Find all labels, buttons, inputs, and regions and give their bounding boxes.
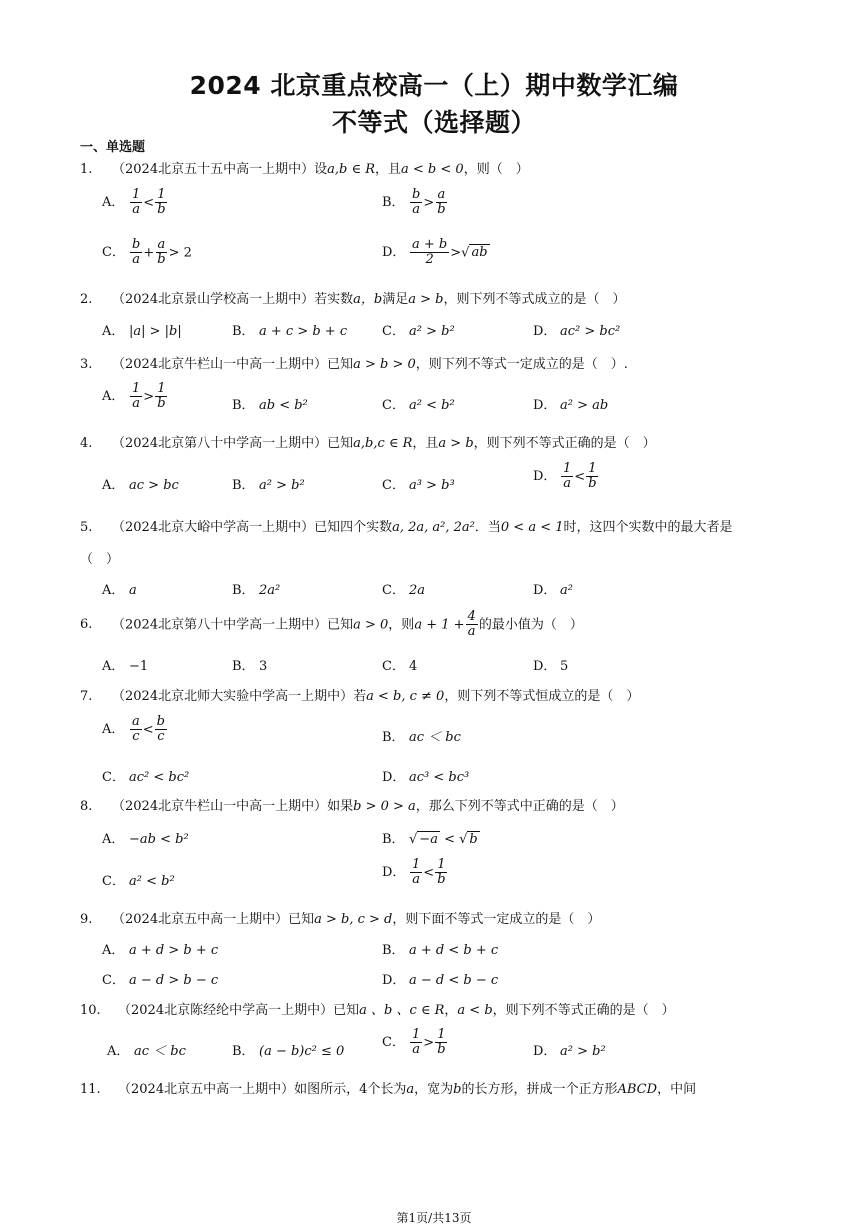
question-5: 5. （2024北京大峪中学高一上期中）已知四个实数a, 2a, a², 2a²．当0 < a < 1时，这四个实数中的最大者是 (80, 520, 733, 535)
q4-option-b: B． a² > b² (232, 478, 305, 493)
question-3: 3. （2024北京牛栏山一中高一上期中）已知a > b > 0，则下列不等式一定成立的是（ ）. (80, 357, 628, 372)
question-4: 4. （2024北京第八十中学高一上期中）已知a,b,c ∈ R，且a > b，则下列不等式正确的是（ ） (80, 436, 656, 451)
q3-option-b: B． ab < b² (232, 398, 308, 413)
q8-option-a: A． −ab < b² (102, 832, 189, 847)
q2-option-b: B． a + c > b + c (232, 324, 348, 339)
question-10: 10. （2024北京陈经纶中学高一上期中）已知a 、b 、c ∈ R，a < b，则下列不等式正确的是（ ） (80, 1003, 675, 1018)
q7-option-a: A． $\frac{a}{c}$ < $\frac{b}{c}$ (102, 714, 165, 745)
q10-option-b: B． (a − b)c² ≤ 0 (232, 1044, 345, 1059)
q7-option-c: C． ac² < bc² (102, 770, 190, 785)
q1-option-d: D． $\frac{a + b}{2}$ >√ ab (382, 237, 488, 268)
q7-option-b: B． ac ＜ bc (382, 730, 461, 745)
q9-option-d: D． a − d < b − c (382, 973, 499, 988)
q8-option-b: B． √ −a < √ b (382, 832, 478, 847)
question-1: 1. （2024北京五十五中高一上期中）设a,b ∈ R，且a < b < 0，则（ ） (80, 162, 529, 177)
q5-answer-paren: （ ） (80, 552, 120, 567)
q2-option-d: D． ac² > bc² (533, 324, 621, 339)
question-9: 9. （2024北京五中高一上期中）已知a > b, c > d，则下面不等式一定成立的是（ ） (80, 912, 601, 927)
q3-option-d: D． a² > ab (533, 398, 609, 413)
question-8: 8. （2024北京牛栏山一中高一上期中）如果b > 0 > a，那么下列不等式中正确的是（ ） (80, 799, 624, 814)
q2-option-a: A． |a| > |b| (102, 324, 182, 339)
document-title: 2024 北京重点校高一（上）期中数学汇编 (189, 71, 679, 100)
q8-option-c: C． a² < b² (102, 874, 175, 889)
section-heading: 一、单选题 (80, 140, 146, 155)
page-footer: 第1页/共13页 (396, 1211, 472, 1225)
q2-option-c: C． a² > b² (382, 324, 455, 339)
question-2: 2. （2024北京景山学校高一上期中）若实数a，b满足a > b，则下列不等式成立的是（ ） (80, 292, 626, 307)
q1-option-b: B． $\frac{b}{a}$ > $\frac{a}{b}$ (382, 187, 446, 218)
q9-option-c: C． a − d > b − c (102, 973, 219, 988)
q3-option-c: C． a² < b² (382, 398, 455, 413)
q9-option-b: B． a + d < b + c (382, 943, 499, 958)
q10-option-d: D． a² > b² (533, 1044, 606, 1059)
q6-option-b: B． 3 (232, 659, 268, 674)
q6-option-d: D． 5 (533, 659, 569, 674)
q9-option-a: A． a + d > b + c (102, 943, 219, 958)
q1-option-a: A． $\frac{1}{a}$ < $\frac{1}{b}$ (102, 187, 166, 218)
q4-option-c: C． a³ > b³ (382, 478, 455, 493)
document-subtitle: 不等式（选择题） (331, 108, 536, 137)
q5-option-a: A． a (102, 583, 137, 598)
q5-option-d: D． a² (533, 583, 573, 598)
q3-option-a: A． $\frac{1}{a}$ > $\frac{1}{b}$ (102, 381, 166, 412)
q4-option-d: D． $\frac{1}{a}$ < $\frac{1}{b}$ (533, 461, 597, 492)
q8-option-d: D． $\frac{1}{a}$ < $\frac{1}{b}$ (382, 857, 446, 888)
q5-option-c: C． 2a (382, 583, 426, 598)
q10-option-a: A． ac ＜ bc (107, 1044, 186, 1059)
q6-option-c: C． 4 (382, 659, 418, 674)
q1-option-c: C． $\frac{b}{a}$ + $\frac{a}{b}$ > 2 (102, 237, 192, 268)
q4-option-a: A． ac > bc (102, 478, 179, 493)
q10-option-c: C． $\frac{1}{a}$ > $\frac{1}{b}$ (382, 1027, 446, 1058)
q6-option-a: A． −1 (102, 659, 149, 674)
question-7: 7. （2024北京北师大实验中学高一上期中）若a < b, c ≠ 0，则下列不等式恒成立的是（ ） (80, 689, 640, 704)
q7-option-d: D． ac³ < bc³ (382, 770, 470, 785)
q5-option-b: B． 2a² (232, 583, 281, 598)
question-6: 6. （2024北京第八十中学高一上期中）已知a > 0，则a + 1 + $\frac{4}{a}$ 的最小值为（ ） (80, 609, 583, 640)
question-11: 11. （2024北京五中高一上期中）如图所示，4个长为a，宽为b的长方形，拼成一个正方形ABCD，中间 (80, 1082, 697, 1097)
